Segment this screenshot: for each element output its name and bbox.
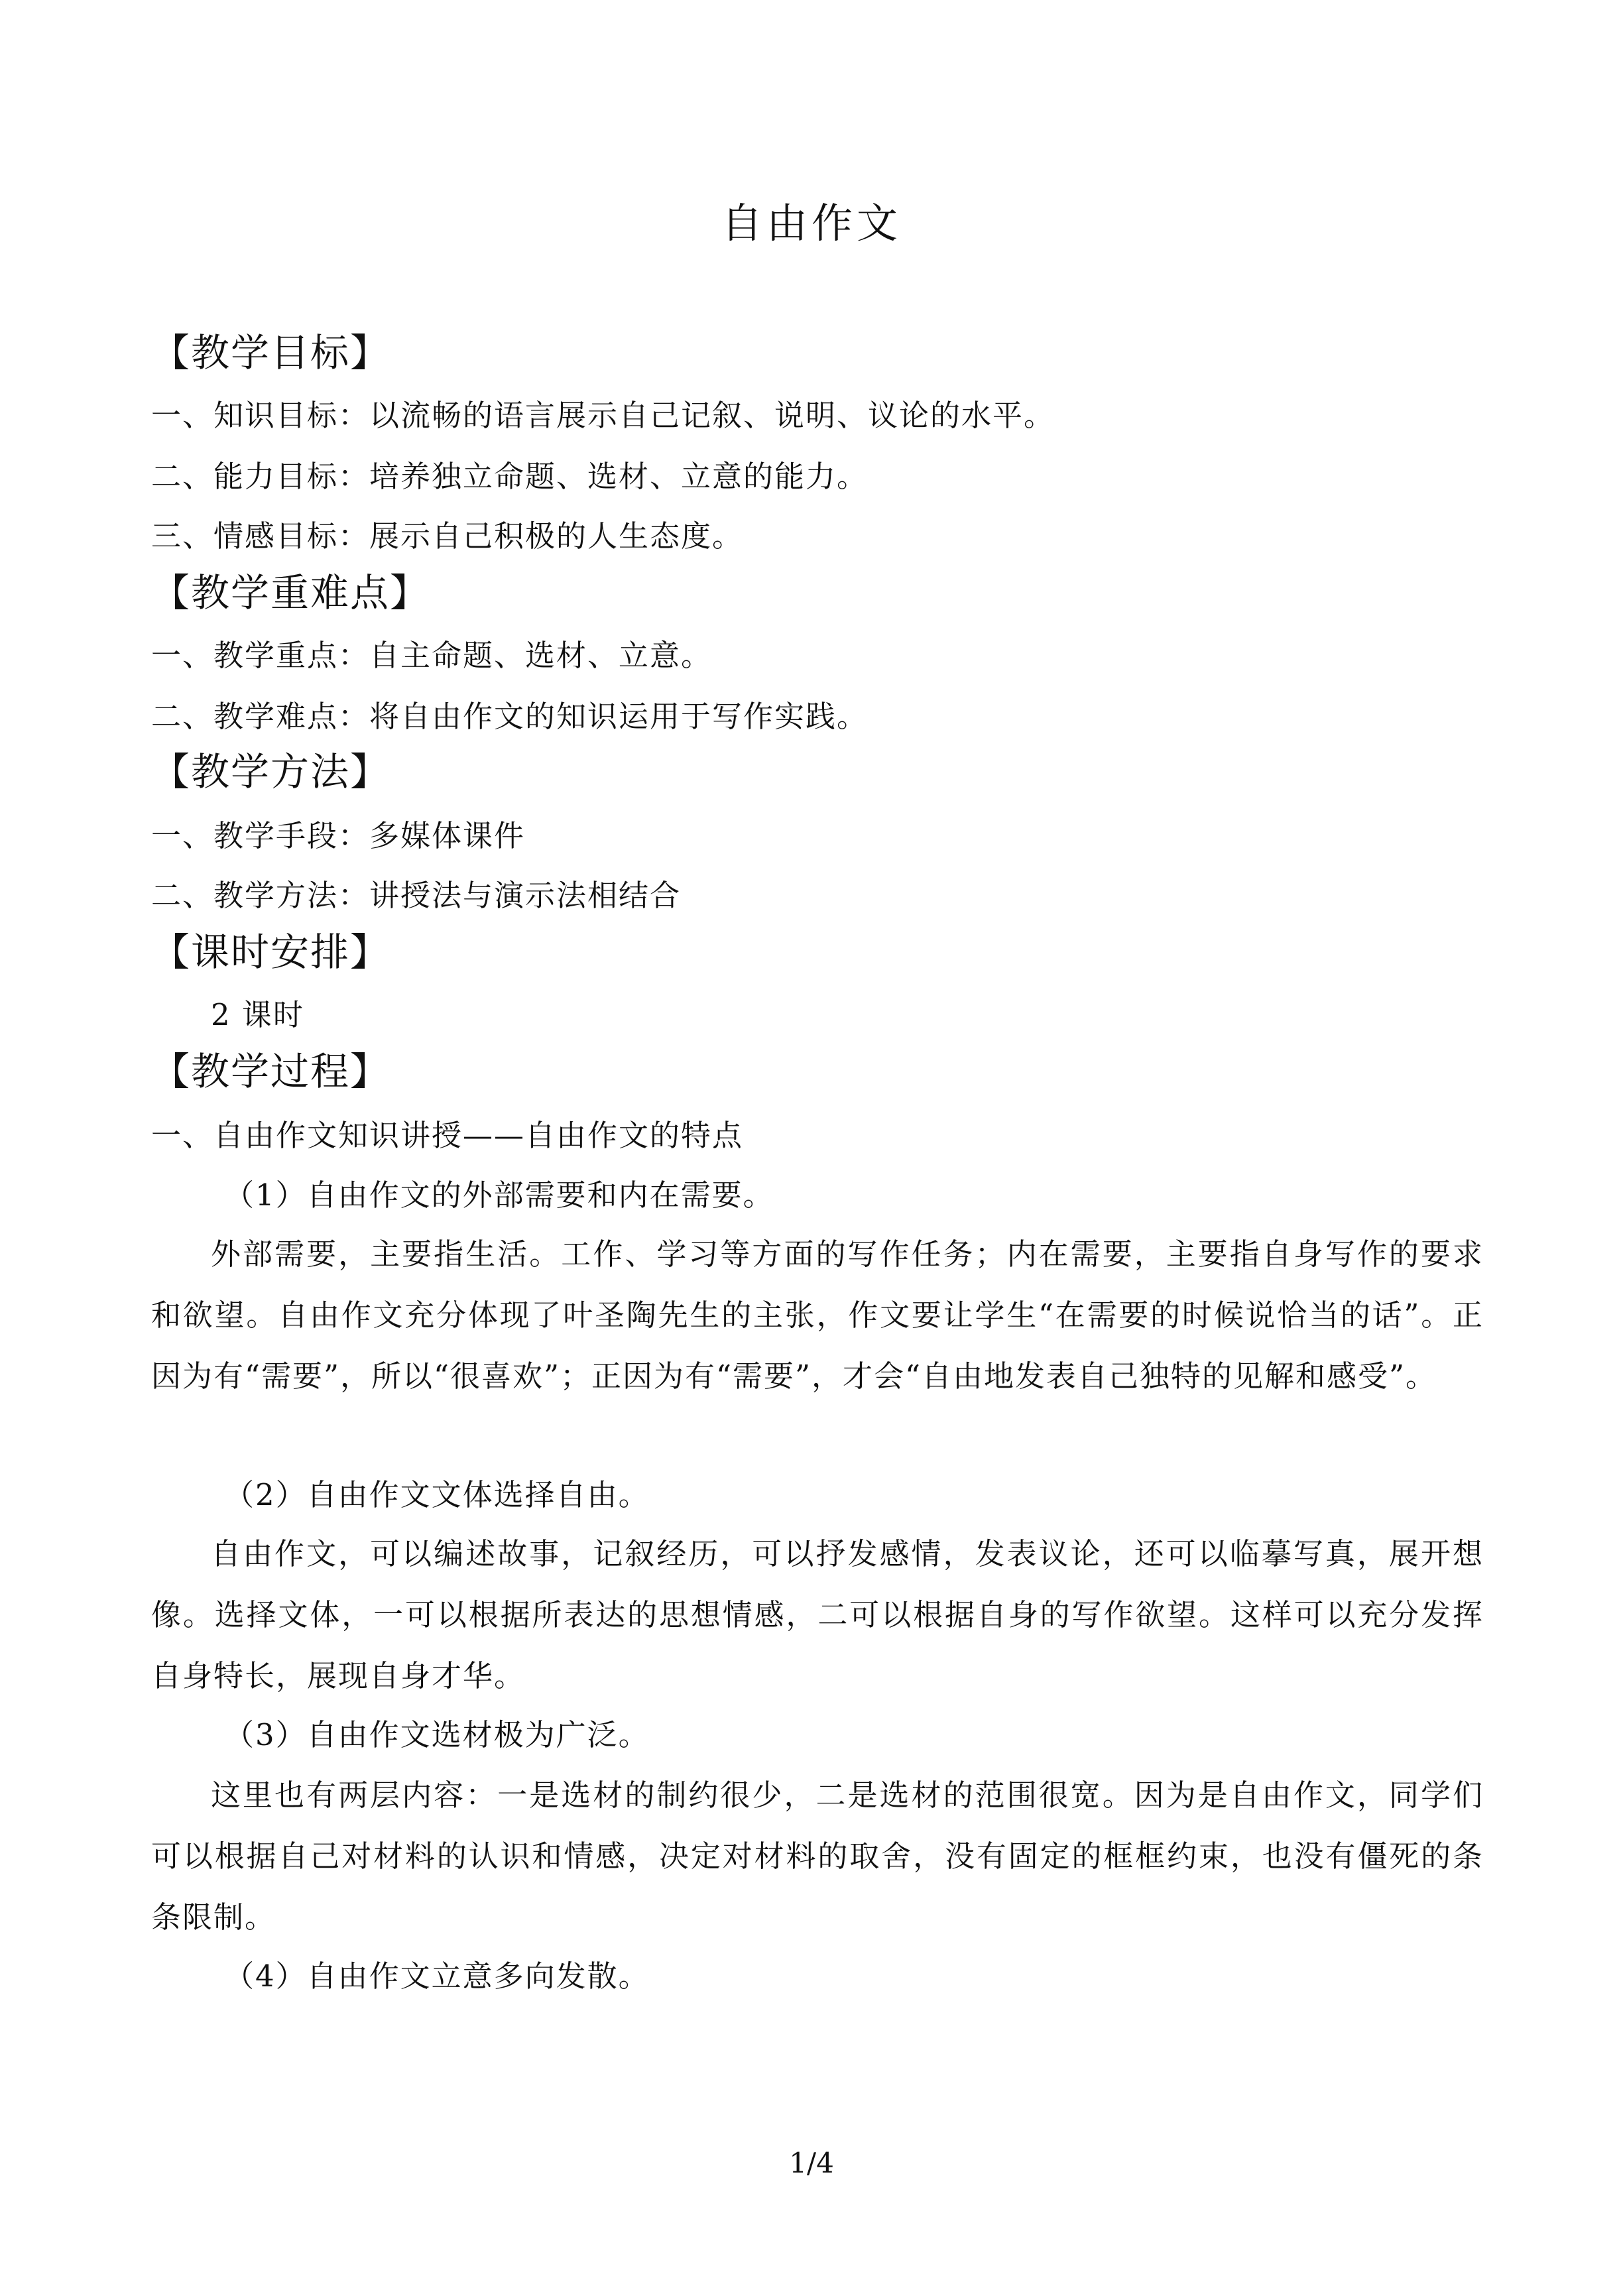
process-point-4-label: （4）自由作文立意多向发散。: [224, 1959, 650, 1994]
objective-item-1: 一、知识目标：以流畅的语言展示自己记叙、说明、议论的水平。: [151, 398, 1055, 433]
method-item-1: 一、教学手段：多媒体课件: [151, 818, 526, 853]
process-point-1-text: 外部需要，主要指生活。工作、学习等方面的写作任务；内在需要，主要指自身写作的要求和欲望。自由作文充分体现了叶圣陶先生的主张，作文要让学生“在需要的时候说恰当的话”。正因为有“需要”，所以“很喜欢”；正因为有“需要”，才会“自由地发表自己独特的见解和感受”。: [151, 1237, 1484, 1394]
method-item-2: 二、教学方法：讲授法与演示法相结合: [151, 878, 682, 913]
process-intro: 一、自由作文知识讲授——自由作文的特点: [151, 1118, 744, 1153]
schedule-value: 2 课时: [211, 997, 304, 1032]
objective-item-3: 三、情感目标：展示自己积极的人生态度。: [151, 518, 744, 554]
heading-methods: 【教学方法】: [151, 749, 391, 794]
heading-objectives: 【教学目标】: [151, 330, 391, 375]
process-point-3-text: 这里也有两层内容：一是选材的制约很少，二是选材的范围很宽。因为是自由作文，同学们可以根据自己对材料的认识和情感，决定对材料的取舍，没有固定的框框约束，也没有僵死的条条限制。: [151, 1778, 1484, 1935]
process-point-2-label: （2）自由作文文体选择自由。: [224, 1477, 650, 1512]
heading-key-points: 【教学重难点】: [151, 570, 430, 615]
process-point-1-label: （1）自由作文的外部需要和内在需要。: [224, 1178, 774, 1213]
key-point-item-2: 二、教学难点：将自由作文的知识运用于写作实践。: [151, 699, 869, 734]
document-title: 自由作文: [721, 199, 902, 247]
process-point-2-text: 自由作文，可以编述故事，记叙经历，可以抒发感情，发表议论，还可以临摹写真，展开想像。选择文体，一可以根据所表达的思想情感，二可以根据自身的写作欲望。这样可以充分发挥自身特长，展现自身才华。: [151, 1536, 1484, 1693]
page-number: 1/4: [789, 2147, 834, 2179]
process-point-3-label: （3）自由作文选材极为广泛。: [224, 1717, 650, 1752]
key-point-item-1: 一、教学重点：自主命题、选材、立意。: [151, 638, 713, 673]
objective-item-2: 二、能力目标：培养独立命题、选材、立意的能力。: [151, 459, 869, 494]
heading-process: 【教学过程】: [151, 1049, 391, 1094]
heading-schedule: 【课时安排】: [151, 930, 391, 975]
